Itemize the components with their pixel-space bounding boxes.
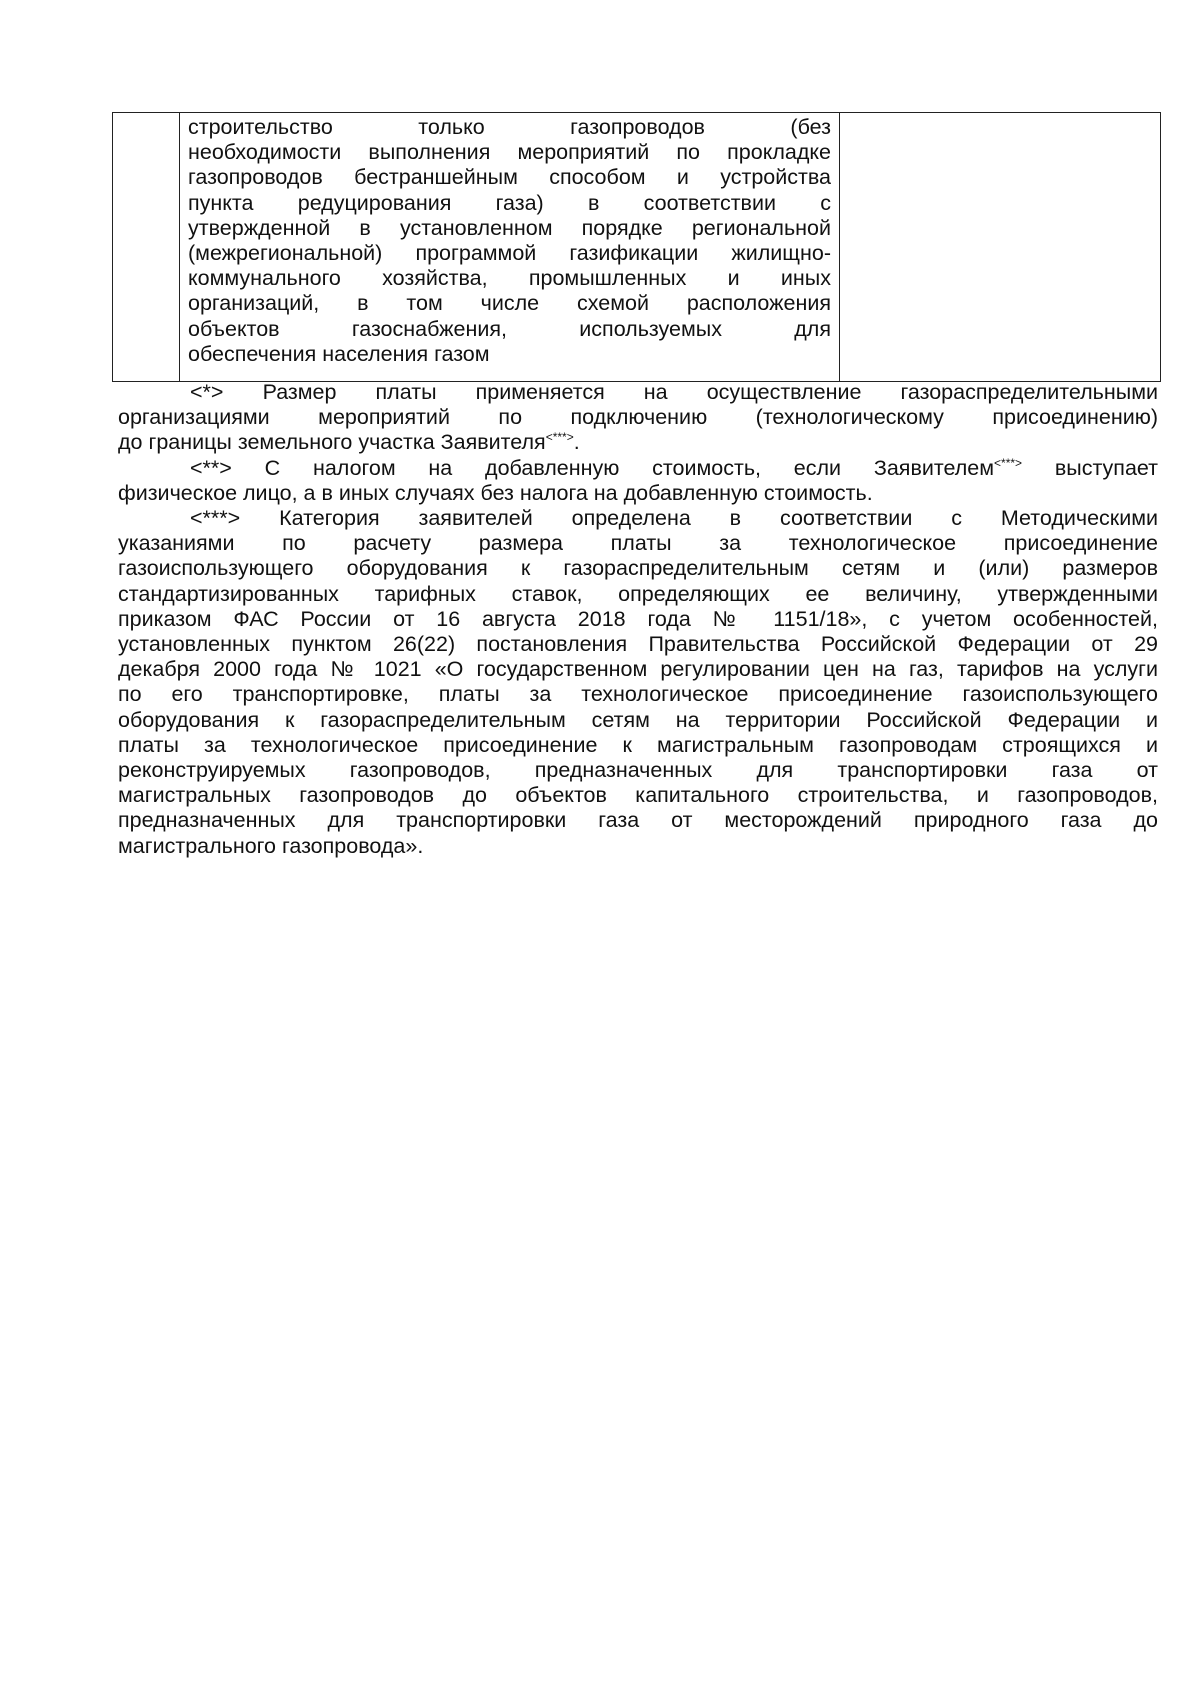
table-row <box>113 113 1161 382</box>
row-description <box>180 113 839 381</box>
footnote-line: платы за технологическое присоединение к магистральным газопроводам строящихся и <box>118 732 1158 757</box>
footnote-reference-mark: <***> <box>994 455 1023 470</box>
tariff-table <box>112 112 1161 382</box>
description-line: необходимости выполнения мероприятий по прокладке <box>188 140 831 165</box>
description-line: пункта редуцирования газа) в соответствии с <box>188 190 831 215</box>
row-number-cell <box>113 113 180 382</box>
description-line: строительство только газопроводов (без <box>188 115 831 139</box>
description-line: коммунального хозяйства, промышленных и иных <box>188 266 831 291</box>
row-description-cell <box>180 113 840 382</box>
footnote-text: до границы земельного участка Заявителя <box>118 430 546 455</box>
footnote-line: газоиспользующего оборудования к газораспределительным сетям и (или) размеров <box>118 556 1158 581</box>
footnote-3 <box>118 506 1158 859</box>
footnote-line: оборудования к газораспределительным сетям на территории Российской Федерации и <box>118 707 1158 732</box>
description-line: объектов газоснабжения, используемых для <box>188 316 831 341</box>
description-line: обеспечения населения газом <box>188 341 490 366</box>
footnote-line: стандартизированных тарифных ставок, определяющих ее величину, утвержденными <box>118 581 1158 606</box>
row-value-cell <box>840 113 1161 382</box>
footnote-2 <box>118 456 1158 506</box>
footnote-line <box>118 456 1158 481</box>
footnote-text: <**> С налогом на добавленную стоимость, если Заявителем <box>190 455 995 480</box>
description-line: газопроводов бестраншейным способом и устройства <box>188 165 831 190</box>
footnote-line: декабря 2000 года № 1021 «О государственном регулировании цен на газ, тарифов на услуги <box>118 657 1158 682</box>
footnote-line: организациями мероприятий по подключению (технологическому присоединению) <box>118 405 1158 430</box>
footnote-line: магистрального газопровода». <box>118 833 424 858</box>
footnote-line: магистральных газопроводов до объектов капитального строительства, и газопроводов, <box>118 783 1158 808</box>
footnote-reference-mark: <***> <box>545 430 574 445</box>
footnotes <box>118 380 1158 859</box>
footnote-line: указаниями по расчету размера платы за технологическое присоединение <box>118 531 1158 556</box>
footnote-text: . <box>573 430 580 455</box>
footnote-line: реконструируемых газопроводов, предназначенных для транспортировки газа от <box>118 758 1158 783</box>
description-line: утвержденной в установленном порядке региональной <box>188 215 831 240</box>
footnote-line: физическое лицо, а в иных случаях без налога на добавленную стоимость. <box>118 480 873 505</box>
footnote-line: <***> Категория заявителей определена в соответствии с Методическими <box>190 506 1158 531</box>
footnote-line: установленных пунктом 26(22) постановления Правительства Российской Федерации от 29 <box>118 632 1158 657</box>
footnote-line: приказом ФАС России от 16 августа 2018 года № 1151/18», с учетом особенностей, <box>118 606 1158 631</box>
footnote-line: <*> Размер платы применяется на осуществление газораспределительными <box>190 380 1158 404</box>
footnote-line: предназначенных для транспортировки газа от месторождений природного газа до <box>118 808 1158 833</box>
footnote-line <box>118 430 1158 455</box>
footnote-line: по его транспортировке, платы за технологическое присоединение газоиспользующего <box>118 682 1158 707</box>
description-line: организаций, в том числе схемой расположения <box>188 291 831 316</box>
footnote-1 <box>118 380 1158 456</box>
footnote-text: выступает <box>1022 455 1158 480</box>
description-line: (межрегиональной) программой газификации жилищно- <box>188 241 831 266</box>
